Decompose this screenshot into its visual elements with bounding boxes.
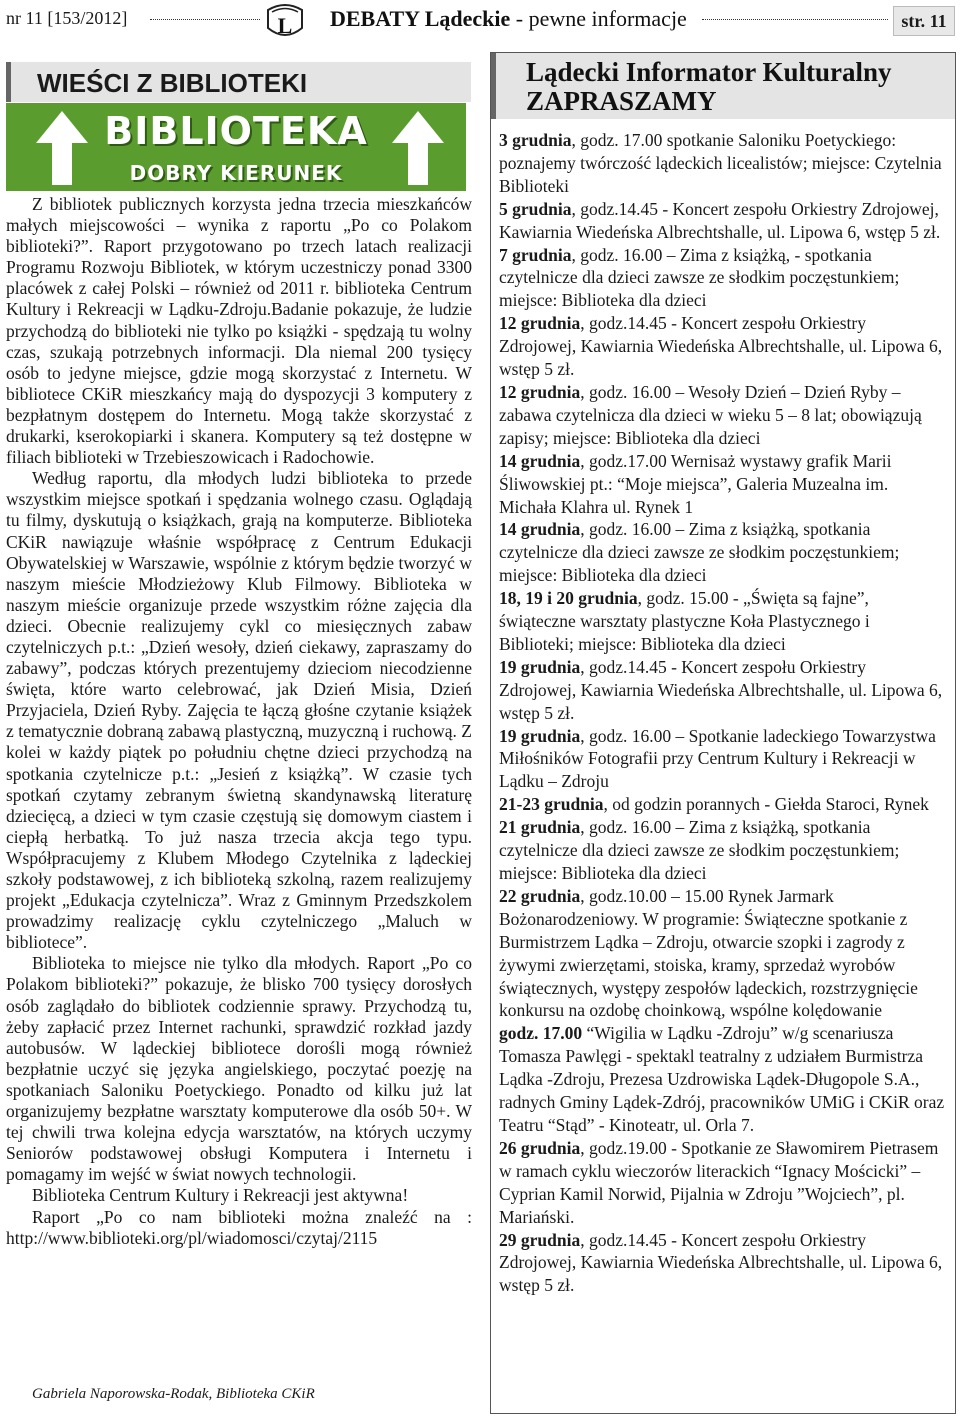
arrow-up-icon — [36, 111, 88, 185]
event-item — [499, 381, 947, 450]
event-date: 5 grudnia — [499, 198, 572, 219]
event-description: , godz.14.45 - Koncert zespołu Orkiestry Zdrojowej, Kawiarnia Wiedeńska Albrechtshalle, ul. Lipowa 6, wstęp 5 zł. — [499, 313, 943, 380]
banner-title: BIBLIOTEKA — [104, 109, 368, 153]
event-item — [499, 885, 947, 1022]
event-item — [499, 129, 947, 198]
event-item — [499, 244, 947, 313]
section-title-bold: DEBATY Lądeckie — [330, 6, 511, 31]
newspaper-logo-icon — [264, 2, 306, 40]
event-date: 12 grudnia — [499, 313, 581, 334]
event-date: 22 grudnia — [499, 885, 581, 906]
event-description: , godz.14.45 - Koncert zespołu Orkiestry Zdrojowej, Kawiarnia Wiedeńska Albrechtshalle, ul. Lipowa 6, wstęp 5 zł. — [499, 1229, 943, 1296]
left-section-heading-text: WIEŚCI Z BIBLIOTEKI — [37, 68, 308, 98]
event-description: , od godzin porannych - Giełda Staroci, Rynek — [603, 794, 929, 815]
event-date: godz. 17.00 — [499, 1023, 583, 1044]
event-item — [499, 587, 947, 656]
event-item — [499, 725, 947, 794]
calendar-heading — [491, 53, 955, 119]
banner-subtitle: DOBRY KIERUNEK — [129, 161, 343, 185]
event-description: , godz. 16.00 – Zima z książką, - spotkania czytelnicze dla dzieci zawsze ze słodkim poczęstunkiem; miejsce: Biblioteka dla dzieci — [499, 244, 900, 311]
event-item — [499, 312, 947, 381]
left-section-heading — [6, 62, 471, 102]
article-paragraph: Biblioteka Centrum Kultury i Rekreacji jest aktywna! — [32, 1185, 409, 1206]
article-paragraph: Z bibliotek publicznych korzysta jedna trzecia mieszkańców małych miejscowości – wynika z raportu „Po co Polakom biblioteki?”. Raport przygotowano po trzech latach realizacji Programu Rozwoju Bibliotek, w którym uczestniczy ponad 3300 placówek z całej Polski – również od 2011 r. biblioteka Centrum Kultury i Rekreacji w Lądku-Zdroju.Badanie pokazuje, że ludzie przychodzą do biblioteki nie tylko po książki - spędzają tu wolny czas, szukają potrzebnych informacji. Dla niemal 200 tysięcy osób to jedyne miejsce, gdzie mogą skorzystać z Internetu. W bibliotece CKiR mieszkańcy mają do dyspozycji 3 komputery z bezpłatnym dostępem do Internetu. Mogą także skorzystać z drukarki, kserokopiarki i skanera. Komputery są też dostępne w filiach biblioteki w Trzebieszowicach i Radochowie. — [6, 194, 472, 468]
page-number: str. 11 — [893, 6, 955, 36]
library-banner — [6, 103, 466, 191]
event-list — [499, 129, 947, 1297]
event-date: 7 grudnia — [499, 244, 572, 265]
library-article — [6, 194, 472, 1249]
page-header — [0, 0, 960, 44]
event-description: , godz.17.00 Wernisaż wystawy grafik Marii Śliwowskiej pt.: “Moje miejsca”, Galeria Muzealna im. Michała Klahra ul. Rynek 1 — [499, 450, 892, 517]
event-date: 12 grudnia — [499, 381, 581, 402]
event-date: 14 grudnia — [499, 519, 581, 540]
event-item — [499, 656, 947, 725]
article-paragraph: Według raportu, dla młodych ludzi biblioteka to przede wszystkim miejsce spotkań i spędzania wolnego czasu. Oglądają tu filmy, dyskutują o książkach, grają na komputerze. Biblioteka CKiR nawiązuje właśnie współpracę z Centrum Edukacji Obywatelskiej w Warszawie, wspólnie z którym będzie tworzyć w naszym mieście Młodzieżowy Klub Filmowy. Biblioteka w naszym mieście organizuje przede wszystkim różne zajęcia dla dzieci. Obecnie realizujemy cykl co miesięcznych zabaw czytelniczych p.t.: „Dzień wesoły, dzień ciekawy, zapraszamy do zabawy”, podczas których prezentujemy dzieciom niecodzienne święta, które warto celebrować, jak Dzień Misia, Dzień Przyjaciela, Dzień Ryby. Zajęcia te łączą głośne czytanie książek z tematycznie dobraną zabawą plastyczną, muzyczną i ruchową. Z kolei w każdy piątek po południu chętne dzieci przychodzą na spotkania czytelnicze p.t.: „Jesień z książką”. W czasie tych spotkań czytamy zebranym świetną skandynawską literaturę dziecięcą, a dzieci w tym czasie częstują się domowym ciastem i ciepłą herbatką. To już nasza trzecia akcja tego typu. Współpracujemy z Klubem Młodego Czytelnika z lądeckiej szkoły podstawowej, z ich biblioteką szkolną, razem realizujemy projekt „Edukacja czytelnicza”. Wraz z Gminnym Przedszkolem prowadzimy realizację cyklu czytelniczego „Maluch w bibliotece”. — [6, 468, 472, 953]
event-description: , godz. 16.00 – Zima z książką, spotkania czytelnicze dla dzieci zawsze ze słodkim poczęstunkiem; miejsce: Biblioteka dla dzieci — [499, 519, 900, 586]
event-date: 21 grudnia — [499, 817, 581, 838]
event-description: , godz.14.45 - Koncert zespołu Orkiestry Zdrojowej, Kawiarnia Wiedeńska Albrechtshalle, ul. Lipowa 6, wstęp 5 zł. — [499, 656, 943, 723]
section-title — [330, 6, 687, 32]
event-description: “Wigilia w Lądku -Zdroju” w/g scenariusza Tomasza Pawlęgi - spektakl teatralny z udziałem Burmistrza Lądka -Zdroju, Prezesa Uzdrowiska Lądek-Długopole S.A., radnych Gminy Lądek-Zdrój, pracowników UMiG i CKiR oraz Teatru “Stąd” - Kinoteatr, ul. Orla 7. — [499, 1023, 945, 1135]
event-item — [499, 198, 947, 244]
event-date: 14 grudnia — [499, 450, 581, 471]
header-rule-left — [150, 19, 260, 20]
article-paragraph: Raport „Po co nam biblioteki można znaleźć na : http://www.biblioteki.org/pl/wiadomosci/czytaj/2115 — [6, 1206, 472, 1248]
event-description: , godz. 16.00 – Spotkanie ladeckiego Towarzystwa Miłośników Fotografii przy Centrum Kultury i Rekreacji w Lądku – Zdroju — [499, 725, 936, 792]
event-description: , godz. 16.00 – Wesoły Dzień – Dzień Ryby – zabawa czytelnicza dla dzieci w wieku 5 – 8 lat; obowiązują zapisy; miejsce: Biblioteka dla dzieci — [499, 381, 922, 448]
arrow-up-icon — [392, 111, 444, 185]
event-date: 21-23 grudnia — [499, 794, 604, 815]
event-description: , godz. 17.00 spotkanie Saloniku Poetyckiego: poznajemy twórczość lądeckich licealistów; miejsce: Czytelnia Biblioteki — [499, 130, 942, 196]
event-item — [499, 1137, 947, 1229]
event-date: 29 grudnia — [499, 1229, 581, 1250]
event-item — [499, 1022, 947, 1137]
event-date: 26 grudnia — [499, 1137, 581, 1158]
event-item — [499, 450, 947, 519]
event-item — [499, 1229, 947, 1298]
svg-text:L: L — [277, 13, 293, 38]
event-date: 18, 19 i 20 grudnia — [499, 588, 638, 609]
event-description: , godz.10.00 – 15.00 Rynek Jarmark Bożonarodzeniowy. W programie: Świąteczne spotkanie z Burmistrzem Lądka – Zdroju, otwarcie szopki i zagrody z żywymi zwierzętami, stoiska, kramy, sprzedaż wyrobów świątecznych, występy zespołów lądeckich, rozstrzygnięcie konkursu na ozdobę choinkową, wspólne kolędowanie — [499, 885, 918, 1021]
event-item — [499, 518, 947, 587]
event-description: , godz. 15.00 - „Święta są fajne”, świąteczne warsztaty plastyczne Koła Plastycznego i Biblioteki; miejsce: Biblioteka dla dzieci — [499, 588, 870, 654]
calendar-subtitle: ZAPRASZAMY — [526, 86, 717, 116]
event-description: , godz.14.45 - Koncert zespołu Orkiestry Zdrojowej, Kawiarnia Wiedeńska Albrechtshalle, ul. Lipowa 6, wstęp 5 zł. — [499, 198, 941, 242]
event-date: 3 grudnia — [499, 130, 572, 150]
event-item — [499, 816, 947, 885]
article-paragraph: Biblioteka to miejsce nie tylko dla młodych. Raport „Po co Polakom biblioteki?” pokazuje, że blisko 700 tysięcy dorosłych osób zaglądało do bibliotek codziennie sprawy. Przychodzą tu, żeby zapłacić przez Internet rachunki, sprawdzić rozkład jazdy autobusów. W lądeckiej bibliotece dorośli mogą również bezpłatnie uczyć się języka angielskiego, poczytać poezję na spotkaniach Saloniku Poetyckiego. Ponadto od kilku już lat organizujemy bezpłatne warsztaty komputerowe dla osób 50+. W tej chwili trwa kolejna edycja warsztatów, na których uczymy Seniorów podstawowej obsługi Komputera i Internetu i pomagamy im wejść w świat nowych technologii. — [6, 953, 472, 1185]
event-date: 19 grudnia — [499, 656, 581, 677]
section-title-rest: - pewne informacje — [510, 6, 687, 31]
event-item — [499, 793, 947, 816]
article-author: Gabriela Naporowska-Rodak, Biblioteka CKiR — [32, 1386, 315, 1402]
issue-number: nr 11 [153/2012] — [6, 8, 128, 28]
event-description: , godz.19.00 - Spotkanie ze Sławomirem Pietrasem w ramach cyklu wieczorów literackich “Ignacy Mościcki” – Cyprian Kamil Norwid, Pijalnia w Zdroju ”Wojciech”, pl. Mariański. — [499, 1137, 939, 1227]
event-date: 19 grudnia — [499, 725, 581, 746]
calendar-title: Lądecki Informator Kulturalny — [526, 57, 892, 87]
cultural-calendar — [490, 52, 956, 1414]
header-rule-right — [702, 19, 888, 20]
event-description: , godz. 16.00 – Zima z książką, spotkania czytelnicze dla dzieci zawsze ze słodkim poczęstunkiem; miejsce: Biblioteka dla dzieci — [499, 817, 900, 883]
